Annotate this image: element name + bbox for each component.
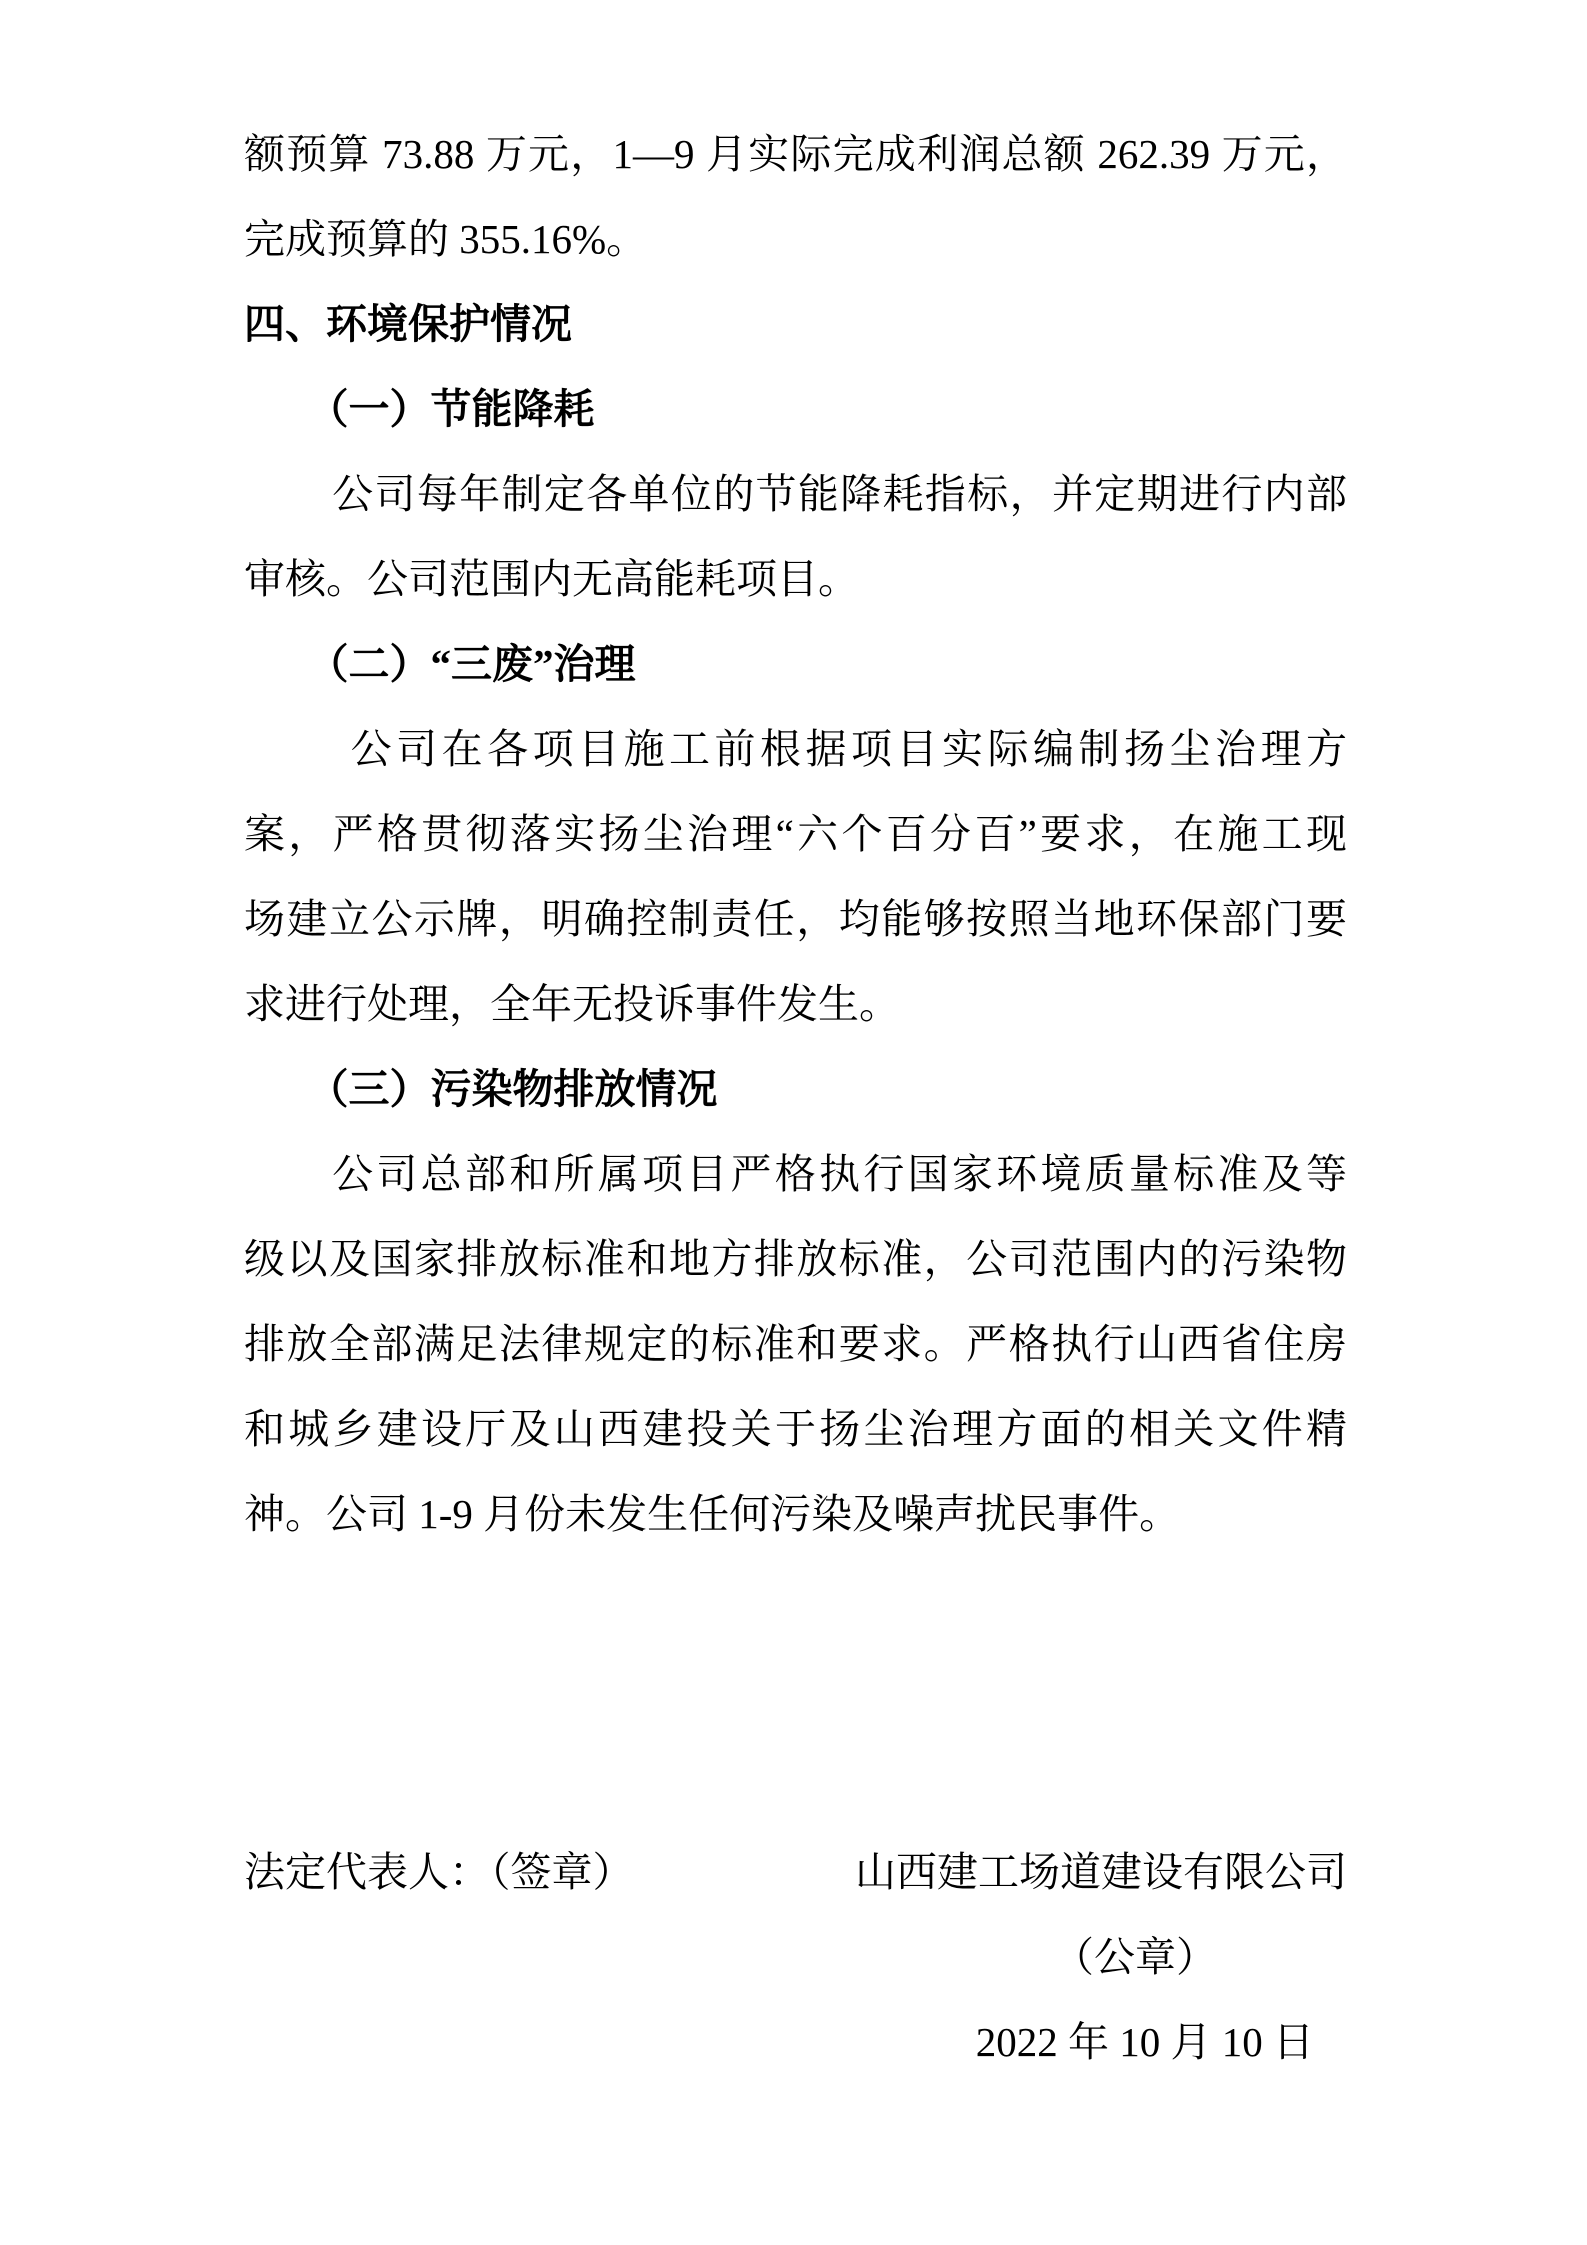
body-line: 额预算 73.88 万元，1—9 月实际完成利润总额 262.39 万元， bbox=[244, 131, 1347, 177]
company-name: 山西建工场道建设有限公司 bbox=[855, 1849, 1347, 1895]
signature-row bbox=[244, 1830, 1347, 1915]
body-line: 排放全部满足法律规定的标准和要求。严格执行山西省住房 bbox=[244, 1321, 1347, 1367]
subsection-heading: （三）污染物排放情况 bbox=[307, 1066, 718, 1112]
company-seal-label: （公章） bbox=[1053, 1934, 1217, 1980]
subsection-heading: （二）“三废”治理 bbox=[307, 641, 636, 687]
signature-block bbox=[244, 1830, 1347, 2085]
body-line: 公司在各项目施工前根据项目实际编制扬尘治理方 bbox=[350, 726, 1347, 772]
body-line: 级以及国家排放标准和地方排放标准，公司范围内的污染物 bbox=[244, 1236, 1347, 1282]
body-line: 公司总部和所属项目严格执行国家环境质量标准及等 bbox=[332, 1151, 1347, 1197]
body-line: 神。公司 1-9 月份未发生任何污染及噪声扰民事件。 bbox=[244, 1491, 1181, 1537]
body-line: 案，严格贯彻落实扬尘治理“六个百分百”要求，在施工现 bbox=[244, 811, 1347, 857]
body-line: 和城乡建设厅及山西建投关于扬尘治理方面的相关文件精 bbox=[244, 1406, 1347, 1452]
section-heading: 四、环境保护情况 bbox=[244, 301, 572, 347]
subsection-heading: （一）节能降耗 bbox=[307, 386, 595, 432]
legal-representative-label: 法定代表人：（签章） bbox=[244, 1849, 634, 1895]
document-body bbox=[244, 112, 1347, 1557]
body-line: 求进行处理，全年无投诉事件发生。 bbox=[244, 981, 900, 1027]
signature-date: 2022 年 10 月 10 日 bbox=[975, 2019, 1314, 2065]
body-line: 完成预算的 355.16%。 bbox=[244, 216, 648, 262]
body-line: 审核。公司范围内无高能耗项目。 bbox=[244, 556, 859, 602]
body-line: 场建立公示牌，明确控制责任，均能够按照当地环保部门要 bbox=[244, 896, 1347, 942]
body-line: 公司每年制定各单位的节能降耗指标，并定期进行内部 bbox=[332, 471, 1347, 517]
